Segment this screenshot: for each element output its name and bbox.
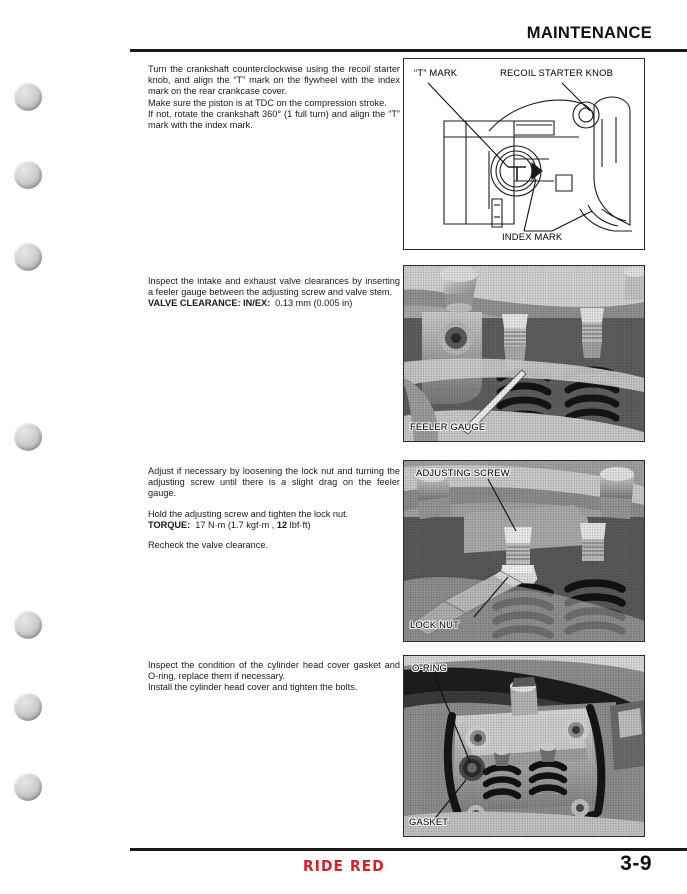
punch-hole-5 (14, 611, 42, 639)
callout-lock-nut: LOCK NUT (410, 619, 460, 630)
paragraph: Adjust if necessary by loosening the lock nut and turning the adjusting screw until there is a slight drag on the feeler gauge. (148, 466, 400, 499)
footer-rule (130, 848, 687, 851)
section-cover-install-text (148, 660, 400, 694)
paragraph: Make sure the piston is at TDC on the compression stroke. (148, 97, 387, 108)
adjusting-screw-photo (404, 461, 644, 641)
torque-value-suffix: lbf·ft) (287, 519, 311, 530)
paragraph: Hold the adjusting screw and tighten the lock nut. (148, 508, 349, 519)
valve-clearance-value: 0.13 mm (0.005 in) (275, 298, 353, 309)
torque-label: TORQUE: (148, 519, 191, 530)
figure-cylinder-head-cover (403, 655, 645, 837)
paragraph: Recheck the valve clearance. (148, 540, 269, 551)
figure-adjusting-screw (403, 460, 645, 642)
flywheel-timing-drawing (404, 59, 644, 249)
callout-feeler-gauge: FEELER GAUGE (410, 421, 486, 432)
callout-t-mark: “T” MARK (414, 67, 458, 78)
callout-o-ring: O-RING (412, 662, 448, 673)
callout-gasket: GASKET (409, 816, 449, 827)
feeler-gauge-photo (404, 266, 644, 441)
cylinder-head-cover-photo (404, 656, 644, 836)
paragraph: Turn the crankshaft counterclockwise using the recoil starter knob, and align the “T” mark on the flywheel with the index mark on the rear crankcase cover. (148, 64, 400, 97)
page-title: MAINTENANCE (526, 24, 652, 42)
page-header (130, 24, 687, 52)
paragraph: Inspect the intake and exhaust valve clearances by inserting a feeler gauge between the adjusting screw and valve stem. (148, 276, 400, 298)
punch-hole-6 (14, 693, 42, 721)
section-valve-clearance-text (148, 276, 400, 310)
torque-spec (148, 520, 400, 531)
callout-recoil-starter-knob: RECOIL STARTER KNOB (500, 67, 614, 78)
figure-feeler-gauge (403, 265, 645, 442)
figure-flywheel-timing (403, 58, 645, 250)
section-timing-text (148, 64, 400, 131)
ride-red-logo: RIDE RED (303, 857, 385, 875)
header-rule (130, 49, 687, 52)
valve-clearance-label: VALVE CLEARANCE: IN/EX: (148, 298, 271, 309)
punch-hole-4 (14, 423, 42, 451)
torque-value-bold: 12 (276, 519, 288, 530)
punch-hole-3 (14, 243, 42, 271)
valve-clearance-spec (148, 298, 400, 309)
section-adjustment-text (148, 466, 400, 551)
punch-hole-2 (14, 161, 42, 189)
punch-hole-1 (14, 83, 42, 111)
callout-adjusting-screw: ADJUSTING SCREW (416, 467, 510, 478)
paragraph: Inspect the condition of the cylinder head cover gasket and O-ring, replace them if necessary. (148, 660, 400, 682)
paragraph: If not, rotate the crankshaft 360° (1 full turn) and align the “T” mark with the index mark. (148, 108, 400, 131)
paragraph: Install the cylinder head cover and tighten the bolts. (148, 682, 358, 693)
punch-hole-7 (14, 773, 42, 801)
torque-value-prefix: 17 N·m (1.7 kgf·m , (195, 519, 277, 530)
callout-index-mark: INDEX MARK (502, 231, 563, 242)
page-number: 3-9 (620, 852, 652, 875)
